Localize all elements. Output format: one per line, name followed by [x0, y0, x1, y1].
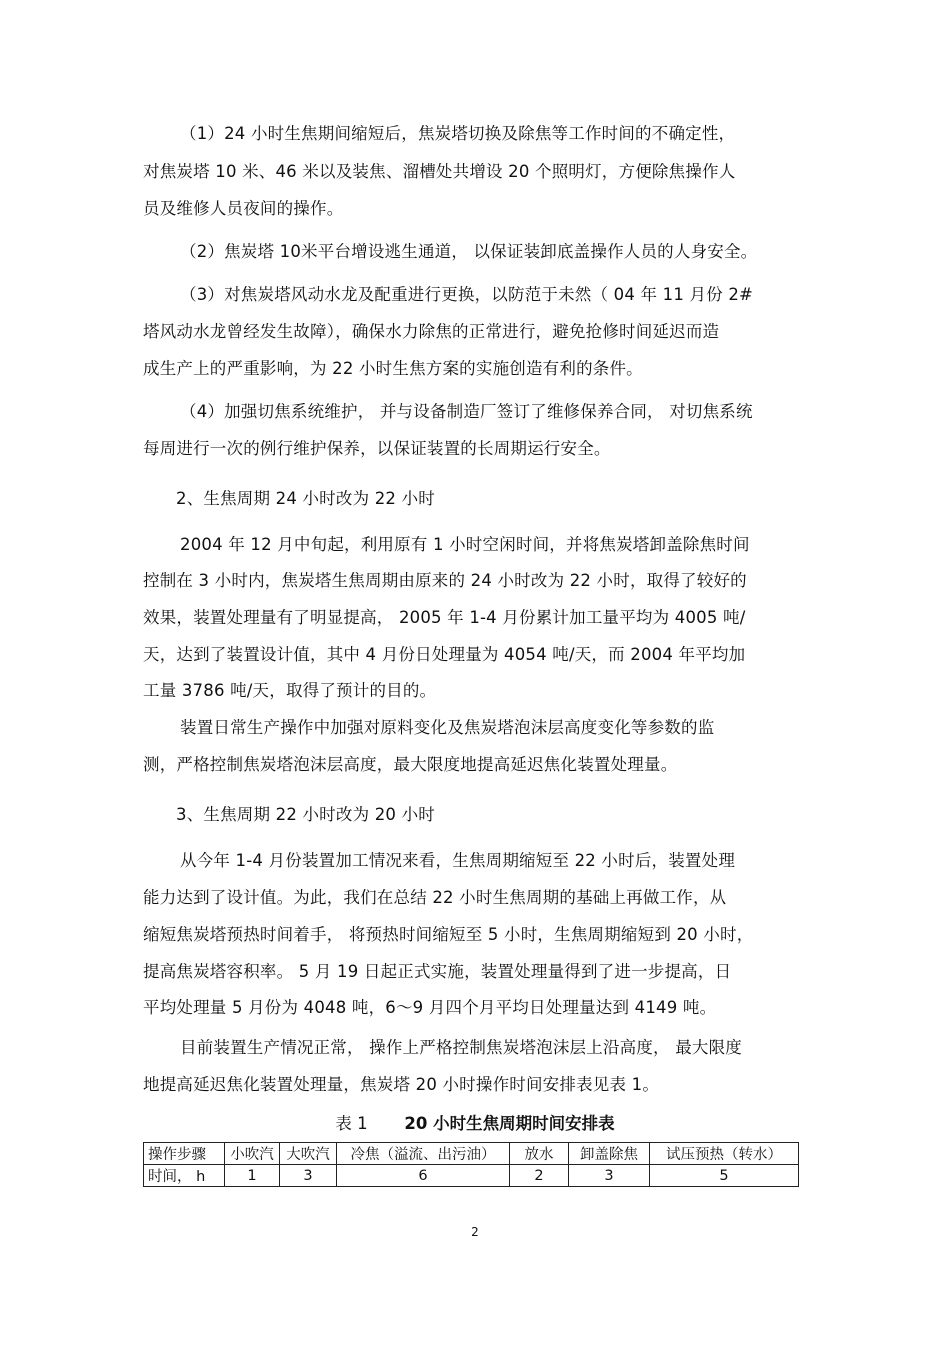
table-cell: 5	[650, 1165, 799, 1187]
paragraph-line: 从今年 1-4 月份装置加工情况来看，生焦周期缩短至 22 小时后，装置处理	[180, 851, 736, 870]
page-number: 2	[471, 1225, 479, 1239]
paragraph-line: 成生产上的严重影响，为 22 小时生焦方案的实施创造有利的条件。	[143, 359, 643, 378]
table-caption	[0, 1113, 950, 1135]
table-header-cell: 放水	[510, 1143, 569, 1165]
table-cell: 3	[569, 1165, 650, 1187]
paragraph-line: 每周进行一次的例行维护保养，以保证装置的长周期运行安全。	[143, 439, 611, 458]
table-caption-title: 20 小时生焦周期时间安排表	[404, 1114, 615, 1133]
table-header-cell: 大吹汽	[280, 1143, 337, 1165]
table-header-cell: 卸盖除焦	[569, 1143, 650, 1165]
paragraph-line: 提高焦炭塔容积率。 5 月 19 日起正式实施，装置处理量得到了进一步提高，日	[143, 962, 732, 981]
table-cell: 2	[510, 1165, 569, 1187]
paragraph-line: （4）加强切焦系统维护， 并与设备制造厂签订了维修保养合同， 对切焦系统	[180, 402, 753, 421]
section-heading: 3、生焦周期 22 小时改为 20 小时	[176, 805, 435, 824]
paragraph-line: （1）24 小时生焦期间缩短后，焦炭塔切换及除焦等工作时间的不确定性，	[180, 124, 736, 143]
paragraph-line: 天，达到了装置设计值，其中 4 月份日处理量为 4054 吨/天，而 2004 年平均加	[143, 645, 746, 664]
paragraph-line: 目前装置生产情况正常， 操作上严格控制焦炭塔泡沫层上沿高度， 最大限度	[180, 1038, 742, 1057]
paragraph-line: 员及维修人员夜间的操作。	[143, 199, 344, 218]
paragraph-line: 塔风动水龙曾经发生故障），确保水力除焦的正常进行，避免抢修时间延迟而造	[143, 322, 720, 341]
table-header-cell: 试压预热（转水）	[650, 1143, 799, 1165]
table-row	[144, 1165, 799, 1187]
table-cell: 时间， h	[144, 1165, 225, 1187]
table-caption-prefix: 表 1	[335, 1114, 368, 1133]
paragraph-line: （3）对焦炭塔风动水龙及配重进行更换，以防范于未然（ 04 年 11 月份 2#	[180, 285, 754, 304]
paragraph-line: 地提高延迟焦化装置处理量，焦炭塔 20 小时操作时间安排表见表 1。	[143, 1075, 660, 1094]
table-cell: 6	[337, 1165, 510, 1187]
paragraph-line: 工量 3786 吨/天，取得了预计的目的。	[143, 681, 437, 700]
paragraph-line: 效果，装置处理量有了明显提高， 2005 年 1-4 月份累计加工量平均为 4005 吨/	[143, 608, 746, 627]
schedule-table	[143, 1142, 799, 1187]
paragraph-line: 装置日常生产操作中加强对原料变化及焦炭塔泡沫层高度变化等参数的监	[180, 718, 715, 737]
table-cell: 1	[225, 1165, 280, 1187]
section-heading: 2、生焦周期 24 小时改为 22 小时	[176, 489, 435, 508]
paragraph-line: 控制在 3 小时内，焦炭塔生焦周期由原来的 24 小时改为 22 小时，取得了较好的	[143, 571, 747, 590]
table-header-cell: 冷焦（溢流、出污油）	[337, 1143, 510, 1165]
paragraph-line: 测，严格控制焦炭塔泡沫层高度，最大限度地提高延迟焦化装置处理量。	[143, 755, 678, 774]
paragraph-line: 对焦炭塔 10 米、46 米以及装焦、溜槽处共增设 20 个照明灯，方便除焦操作人	[143, 162, 736, 181]
paragraph-line: 平均处理量 5 月份为 4048 吨，6～9 月四个月平均日处理量达到 4149 吨。	[143, 998, 717, 1017]
table-header-row	[144, 1143, 799, 1165]
table-header-cell: 操作步骤	[144, 1143, 225, 1165]
paragraph-line: （2）焦炭塔 10米平台增设逃生通道， 以保证装卸底盖操作人员的人身安全。	[180, 242, 758, 261]
paragraph-line: 2004 年 12 月中旬起，利用原有 1 小时空闲时间，并将焦炭塔卸盖除焦时间	[180, 535, 750, 554]
paragraph-line: 能力达到了设计值。为此，我们在总结 22 小时生焦周期的基础上再做工作，从	[143, 888, 727, 907]
table-header-cell: 小吹汽	[225, 1143, 280, 1165]
paragraph-line: 缩短焦炭塔预热时间着手， 将预热时间缩短至 5 小时，生焦周期缩短到 20 小时，	[143, 925, 754, 944]
table-cell: 3	[280, 1165, 337, 1187]
